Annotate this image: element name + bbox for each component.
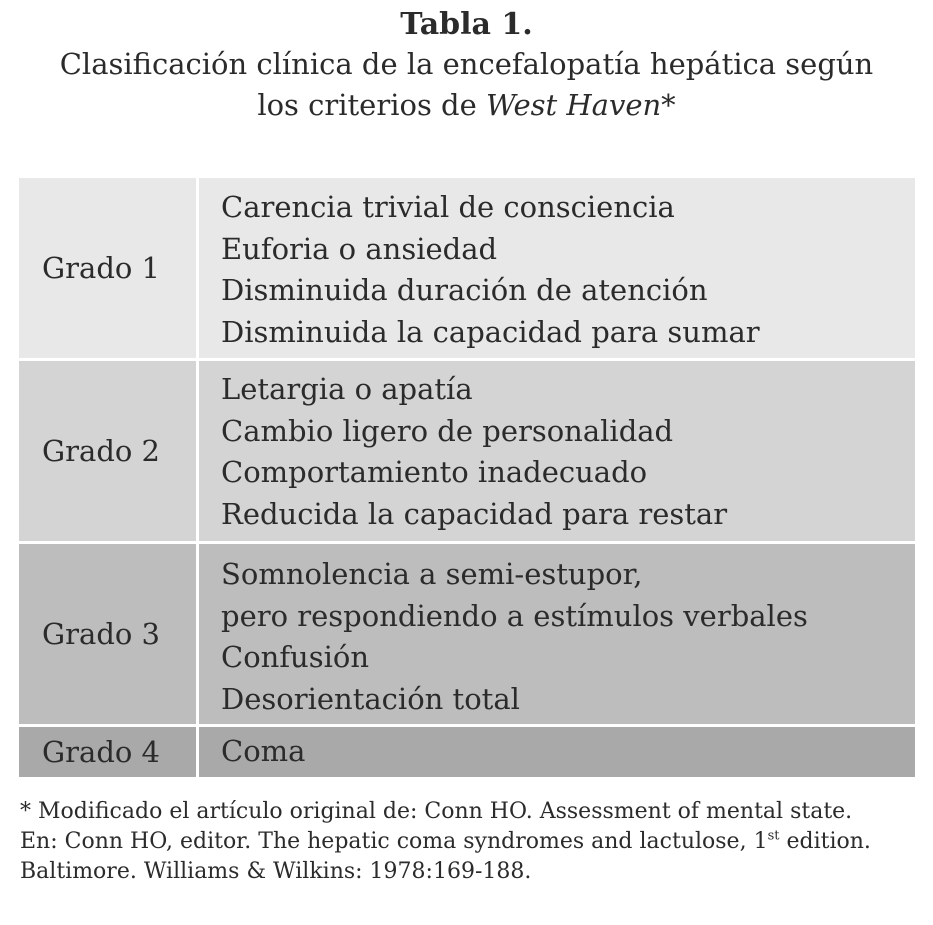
description-line: Letargia o apatía (221, 372, 473, 406)
footnote-line (20, 827, 920, 857)
grade-cell: Grado 3 (19, 544, 199, 724)
description-line: Disminuida duración de atención (221, 273, 708, 307)
footnote-text: En: Conn HO, editor. The hepatic coma syndromes and lactulose, 1 (20, 829, 768, 854)
description-cell (199, 178, 915, 358)
subtitle-italic: West Haven (486, 88, 662, 122)
table-row (19, 727, 915, 777)
footnote-superscript: st (767, 828, 780, 844)
description-cell (199, 727, 915, 777)
description-line: Confusión (221, 640, 370, 674)
footnote-line: * Modificado el artículo original de: Conn HO. Assessment of mental state. (20, 799, 853, 824)
description-line: Coma (221, 734, 306, 769)
grade-cell: Grado 4 (19, 727, 199, 777)
grade-cell: Grado 2 (19, 361, 199, 541)
classification-table (19, 178, 915, 777)
description-line: Cambio ligero de personalidad (221, 413, 674, 448)
description-line: Comportamiento inadecuado (221, 455, 648, 489)
footnote-text: edition. (779, 829, 871, 854)
subtitle-asterisk: * (661, 88, 676, 122)
description-cell (199, 361, 915, 541)
table-caption (0, 6, 933, 126)
table-title: Tabla 1. (400, 7, 533, 42)
description-line: Desorientación total (221, 681, 520, 716)
description-line: Disminuida la capacidad para sumar (221, 314, 760, 349)
description-line: Reducida la capacidad para restar (221, 496, 728, 531)
description-line: Somnolencia a semi-estupor, (221, 557, 643, 591)
table-footnote (20, 797, 920, 887)
description-line: pero respondiendo a estímulos verbales (221, 598, 808, 633)
table-row (19, 544, 915, 727)
table-subtitle-line1: Clasificación clínica de la encefalopatía hepática según (59, 47, 874, 81)
table-row (19, 178, 915, 361)
description-line: Euforia o ansiedad (221, 231, 498, 266)
table-subtitle-line2 (0, 85, 933, 126)
subtitle-prefix: los criterios de (257, 88, 486, 122)
grade-cell: Grado 1 (19, 178, 199, 358)
description-line: Carencia trivial de consciencia (221, 190, 675, 224)
footnote-line: Baltimore. Williams & Wilkins: 1978:169-188. (20, 859, 532, 884)
table-row (19, 361, 915, 544)
description-cell (199, 544, 915, 724)
